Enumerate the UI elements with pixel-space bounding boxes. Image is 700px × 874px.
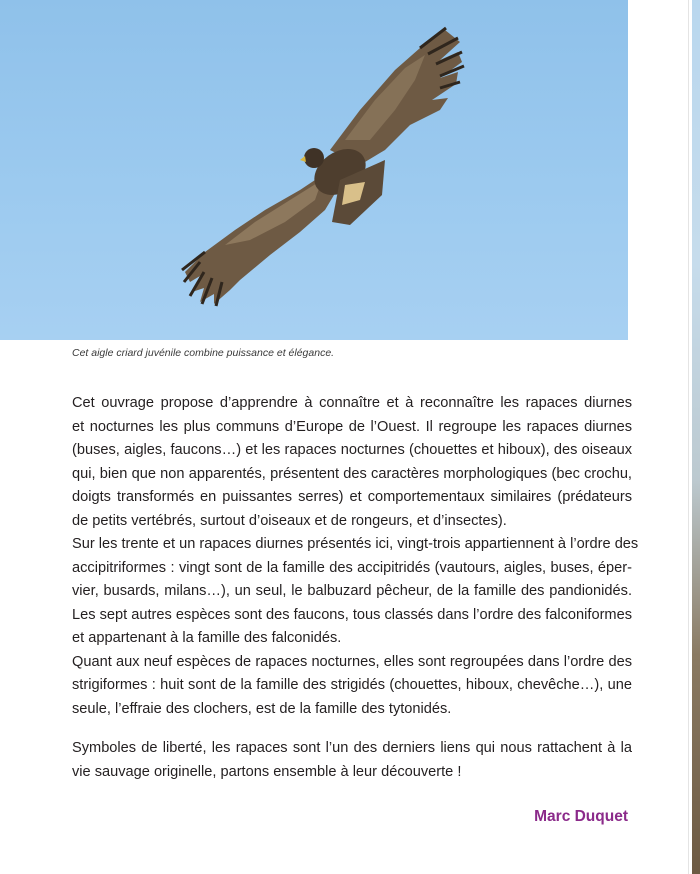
text-line: qui, bien que non apparentés, présentent des caractères morphologiques (bec crochu, [72, 465, 632, 482]
adjacent-page-edge [692, 0, 700, 874]
page-fold-line [688, 0, 689, 874]
body-text [72, 392, 639, 784]
text-line: vie sauvage originelle, partons ensemble à leur découverte ! [72, 763, 462, 780]
text-line: de petits vertébrés, surtout d’oiseaux et de rongeurs, et d’insectes). [72, 512, 507, 529]
paragraph-gap [72, 721, 632, 737]
text-line: vier, busards, milans…), un seul, le balbuzard pêcheur, de la famille des pandionidés. [72, 583, 632, 599]
text-line: Quant aux neuf espèces de rapaces nocturnes, elles sont regroupées dans l’ordre des [72, 653, 632, 670]
text-line: doigts transformés en puissantes serres) et comportementaux similaires (prédateurs [72, 489, 632, 505]
text-line: seule, l’effraie des clochers, est de la famille des tytonidés. [72, 700, 452, 717]
eagle-illustration [0, 0, 628, 340]
text-line: Les sept autres espèces sont des faucons, tous classés dans l’ordre des falconiformes [72, 606, 632, 623]
text-line: et nocturnes les plus communs d’Europe de l’Ouest. Il regroupe les rapaces diurnes [72, 418, 632, 435]
text-line: strigiformes : huit sont de la famille des strigidés (chouettes, hiboux, chevêche…), une [72, 677, 632, 693]
author-name: Marc Duquet [534, 808, 628, 825]
text-line: accipitriformes : vingt sont de la famille des accipitridés (vautours, aigles, buses, éper- [72, 559, 632, 576]
text-line: Symboles de liberté, les rapaces sont l’un des derniers liens qui nous rattachent à la [72, 740, 632, 756]
text-line: Sur les trente et un rapaces diurnes présentés ici, vingt-trois appartiennent à l’ordre des [72, 536, 639, 552]
eagle-left-wing [182, 170, 340, 306]
text-line: et appartenant à la famille des falconidés. [72, 630, 342, 646]
text-line: (buses, aigles, faucons…) et les rapaces nocturnes (chouettes et hiboux), des oiseaux [72, 442, 632, 458]
eagle-right-wing [330, 28, 464, 165]
photo-caption: Cet aigle criard juvénile combine puissance et élégance. [72, 347, 335, 359]
eagle-photo [0, 0, 628, 340]
text-line: Cet ouvrage propose d’apprendre à connaître et à reconnaître les rapaces diurnes [72, 395, 632, 411]
